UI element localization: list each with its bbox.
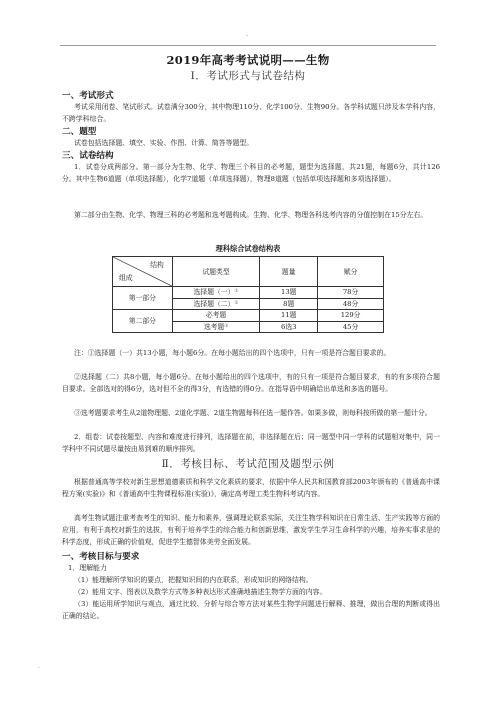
paragraph-layout: 2．组卷：试卷按题型、内容和难度进行排列，选择题在前，非选择题在后；同一题型中同一学科的试题相对集中，同一学科中不同试题尽量按由易到难的顺序排列。	[62, 433, 440, 453]
row-type-label: 选考题	[203, 322, 225, 331]
row-score-cell: 78分	[318, 287, 384, 299]
item-1: （1）能理解所学知识的要点，把握知识间的内在联系，形成知识的网络结构。	[74, 576, 313, 584]
footnote-marker: ①	[234, 289, 239, 295]
header-rule	[60, 45, 436, 46]
row-type-cell	[172, 321, 259, 333]
corner-label-structure: 结构	[150, 261, 164, 269]
header-score: 赋分	[318, 257, 384, 287]
heading-paper-structure: 三、试卷结构	[62, 151, 114, 161]
structure-table	[112, 256, 384, 333]
footer-mark: .	[38, 663, 40, 670]
row-score-cell: 45分	[318, 321, 384, 333]
header-count: 题量	[260, 257, 318, 287]
table-note-3: ③选考题要求考生从2道物理题、2道化学题、2道生物题每科任选一题作答。如果多做，则每科按所做的第一题计分。	[74, 409, 432, 417]
table-row	[113, 287, 384, 299]
header-mark: -	[246, 32, 249, 39]
table-corner-cell	[113, 257, 173, 287]
footnote-marker: ②	[234, 300, 239, 306]
row-type-label: 选择题（二）	[193, 299, 235, 308]
part-1-cell: 第一部分	[113, 287, 173, 310]
row-count-cell: 11题	[260, 310, 318, 322]
item-comprehension: 1．理解能力	[68, 564, 107, 572]
table-header-row	[113, 257, 384, 287]
table-row	[113, 310, 384, 322]
row-type-cell	[172, 310, 259, 322]
row-count-cell: 8题	[260, 298, 318, 310]
table-note-1: 注：①选择题（一）共13小题，每小题6分。在每小题给出的四个选项中，只有一项是符合题目要求的。	[74, 349, 391, 357]
section-1-title: Ⅰ．考试形式与试卷结构	[190, 70, 306, 82]
row-score-cell: 48分	[318, 298, 384, 310]
page-title: 2019年高考考试说明——生物	[166, 53, 330, 67]
paragraph-exam-form: 考试采用闭卷、笔试形式。试卷满分300分，其中物理110分、化学100分、生物90分。各学科试题只涉及本学科内容，不跨学科综合。	[62, 103, 440, 123]
paragraph-question-types: 试卷包括选择题、填空、实验、作图、计算、简答等题型。	[74, 139, 254, 147]
row-type-label: 必考题	[205, 311, 227, 320]
table-note-2: ②选择题（二）共8小题，每小题6分。在每小题给出的四个选项中，有的只有一项是符合题目要求，有的有多项符合题目要求。全部选对的得6分，选对但不全的得3分，有选错的得0分。在指导语中明确给出单选和多选的题号。	[62, 373, 440, 393]
header-question-type: 试题类型	[172, 257, 259, 287]
row-type-label: 选择题（一）	[193, 288, 235, 297]
heading-exam-form: 一、考试形式	[62, 91, 114, 101]
row-count-cell: 13题	[260, 287, 318, 299]
corner-label-composition: 组成	[119, 274, 133, 282]
section-2-title: Ⅱ．考核目标、考试范围及题型示例	[161, 458, 335, 470]
paragraph-structure-part2: 第二部分由生物、化学、物理三科的必考题和选考题构成。生物、化学、物理各科选考内容的分值控制在15分左右。	[74, 211, 428, 219]
part-2-cell: 第二部分	[113, 310, 173, 333]
paragraph-basis: 根据普通高等学校对新生思想道德素质和科学文化素质的要求，依据中华人民共和国教育部2003年颁布的《普通高中课程方案(实验)》和《普通高中生物课程标准(实验)》，确定高考理工类生物科考试内容。	[62, 478, 440, 498]
footnote-marker: ③	[224, 323, 229, 329]
row-type-cell	[172, 287, 259, 299]
row-count-cell: 6选3	[260, 321, 318, 333]
heading-objectives: 一、考核目标与要求	[62, 552, 140, 562]
item-2: （2）能用文字、图表以及数学方式等多种表达形式准确地描述生物学方面的内容。	[74, 588, 327, 596]
heading-question-types: 二、题型	[62, 127, 97, 137]
row-score-cell: 129分	[318, 310, 384, 322]
item-3: （3）能运用所学知识与观点，通过比较、分析与综合等方法对某些生物学问题进行解释、推理，做出合理的判断或得出正确的结论。	[62, 600, 440, 620]
table-caption: 理科综合试卷结构表	[215, 244, 281, 253]
paragraph-structure-part1: 1．试卷分成两部分。第一部分为生物、化学、物理三个科目的必考题，题型为选择题，共21题，每题6分，共计126分。其中生物6道题（单项选择题），化学7道题（单项选择题），物理8道题（包括单项选择题和多项选择题）。	[62, 163, 440, 183]
row-type-cell	[172, 298, 259, 310]
paragraph-emphasis: 高考生物试题注重考查考生的知识、能力和素养，强调理论联系实际，关注生物学科知识在日常生活、生产实践等方面的应用，有利于高校对新生的选拔，有利于培养学生的综合能力和创新思维，激发学生学习生命科学的兴趣，培养实事求是的科学态度，形成正确的价值观，促进学生德智体美劳全面发展。	[62, 514, 440, 546]
